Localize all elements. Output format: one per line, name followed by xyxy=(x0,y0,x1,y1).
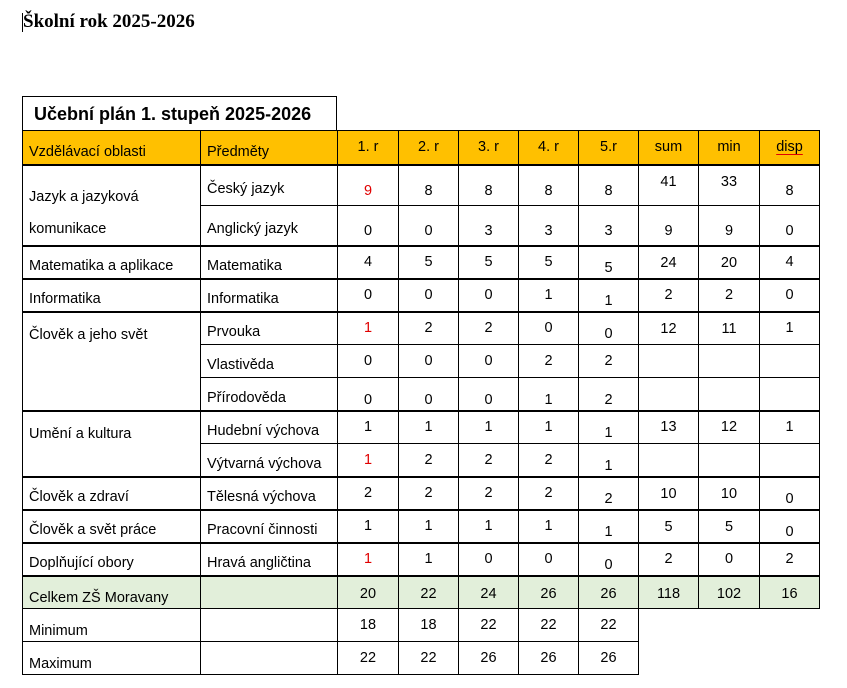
min-cell: 20 xyxy=(699,246,760,279)
value-cell: 4 xyxy=(338,246,399,279)
sum-cell: 5 xyxy=(639,510,699,543)
header-year-3: 3. r xyxy=(459,131,519,165)
min-cell: 10 xyxy=(699,477,760,510)
value-cell: 0 xyxy=(338,378,399,411)
disp-cell: 8 xyxy=(760,165,820,206)
value-cell: 0 xyxy=(459,279,519,312)
header-disp-label: disp xyxy=(776,139,803,156)
value-cell: 1 xyxy=(519,279,579,312)
value-cell: 5 xyxy=(399,246,459,279)
maximum-value-cell: 26 xyxy=(459,642,519,675)
blank-cell xyxy=(760,609,820,642)
disp-cell: 0 xyxy=(760,279,820,312)
subject-cell: Výtvarná výchova xyxy=(201,444,338,477)
value-cell: 1 xyxy=(399,510,459,543)
value-cell: 0 xyxy=(338,205,399,246)
value-cell: 2 xyxy=(519,477,579,510)
value-cell: 1 xyxy=(338,444,399,477)
table-row xyxy=(23,510,820,543)
value-cell: 0 xyxy=(519,312,579,345)
area-cell: Umění a kultura xyxy=(23,411,201,477)
sum-cell: 13 xyxy=(639,411,699,444)
area-cell: Člověk a jeho svět xyxy=(23,312,201,411)
min-cell xyxy=(699,345,760,378)
disp-cell: 0 xyxy=(760,510,820,543)
table-row xyxy=(23,279,820,312)
value-cell: 1 xyxy=(338,543,399,576)
table-row xyxy=(23,477,820,510)
total-label: Celkem ZŠ Moravany xyxy=(23,576,201,609)
disp-cell: 1 xyxy=(760,312,820,345)
value-cell: 1 xyxy=(519,411,579,444)
subject-cell: Český jazyk xyxy=(201,165,338,206)
subject-cell: Hravá angličtina xyxy=(201,543,338,576)
value-cell: 0 xyxy=(399,279,459,312)
min-cell: 5 xyxy=(699,510,760,543)
value-cell: 0 xyxy=(579,312,639,345)
disp-cell: 4 xyxy=(760,246,820,279)
area-cell: Doplňující obory xyxy=(23,543,201,576)
table-row xyxy=(23,543,820,576)
minimum-value-cell: 18 xyxy=(399,609,459,642)
value-cell: 1 xyxy=(399,543,459,576)
value-cell: 0 xyxy=(459,378,519,411)
header-year-4: 4. r xyxy=(519,131,579,165)
total-value-cell: 26 xyxy=(579,576,639,609)
value-cell: 2 xyxy=(579,378,639,411)
blank-cell xyxy=(699,609,760,642)
value-cell: 2 xyxy=(459,312,519,345)
value-cell: 2 xyxy=(338,477,399,510)
sum-cell xyxy=(639,378,699,411)
area-cell: Matematika a aplikace xyxy=(23,246,201,279)
table-row xyxy=(23,246,820,279)
value-cell: 1 xyxy=(459,411,519,444)
min-cell: 33 xyxy=(699,165,760,206)
total-value-cell: 20 xyxy=(338,576,399,609)
blank-cell xyxy=(639,642,699,675)
disp-cell xyxy=(760,345,820,378)
value-cell: 2 xyxy=(399,312,459,345)
total-row xyxy=(23,576,820,609)
sum-cell: 10 xyxy=(639,477,699,510)
area-cell: Člověk a zdraví xyxy=(23,477,201,510)
value-cell: 2 xyxy=(519,345,579,378)
total-disp-cell: 16 xyxy=(760,576,820,609)
area-cell: Informatika xyxy=(23,279,201,312)
value-cell: 5 xyxy=(519,246,579,279)
value-cell: 2 xyxy=(459,477,519,510)
value-cell: 8 xyxy=(579,165,639,206)
sum-cell: 24 xyxy=(639,246,699,279)
value-cell: 8 xyxy=(519,165,579,206)
subject-cell: Informatika xyxy=(201,279,338,312)
maximum-empty-cell xyxy=(201,642,338,675)
min-cell: 0 xyxy=(699,543,760,576)
value-cell: 0 xyxy=(399,378,459,411)
sum-cell: 41 xyxy=(639,165,699,206)
value-cell: 3 xyxy=(459,205,519,246)
value-cell: 1 xyxy=(579,510,639,543)
value-cell: 0 xyxy=(338,279,399,312)
value-cell: 5 xyxy=(459,246,519,279)
value-cell: 9 xyxy=(338,165,399,206)
value-cell: 2 xyxy=(459,444,519,477)
sum-cell: 9 xyxy=(639,205,699,246)
value-cell: 8 xyxy=(399,165,459,206)
value-cell: 3 xyxy=(579,205,639,246)
value-cell: 2 xyxy=(399,444,459,477)
subject-cell: Tělesná výchova xyxy=(201,477,338,510)
sum-cell xyxy=(639,444,699,477)
sum-cell xyxy=(639,345,699,378)
maximum-label: Maximum xyxy=(23,642,201,675)
value-cell: 1 xyxy=(519,510,579,543)
value-cell: 1 xyxy=(399,411,459,444)
minimum-value-cell: 22 xyxy=(579,609,639,642)
header-subject: Předměty xyxy=(201,131,338,165)
minimum-label: Minimum xyxy=(23,609,201,642)
minimum-value-cell: 22 xyxy=(519,609,579,642)
min-cell: 2 xyxy=(699,279,760,312)
maximum-value-cell: 22 xyxy=(399,642,459,675)
maximum-value-cell: 22 xyxy=(338,642,399,675)
value-cell: 5 xyxy=(579,246,639,279)
total-value-cell: 26 xyxy=(519,576,579,609)
min-cell: 12 xyxy=(699,411,760,444)
minimum-empty-cell xyxy=(201,609,338,642)
area-cell: Jazyk a jazyková komunikace xyxy=(23,165,201,246)
value-cell: 1 xyxy=(519,378,579,411)
minimum-row xyxy=(23,609,820,642)
table-row xyxy=(23,411,820,444)
min-cell: 9 xyxy=(699,205,760,246)
disp-cell xyxy=(760,378,820,411)
header-area: Vzdělávací oblasti xyxy=(23,131,201,165)
value-cell: 0 xyxy=(459,345,519,378)
value-cell: 2 xyxy=(399,477,459,510)
blank-cell xyxy=(760,642,820,675)
total-empty-cell xyxy=(201,576,338,609)
minimum-value-cell: 22 xyxy=(459,609,519,642)
total-sum-cell: 118 xyxy=(639,576,699,609)
disp-cell xyxy=(760,444,820,477)
disp-cell: 2 xyxy=(760,543,820,576)
table-row xyxy=(23,165,820,206)
value-cell: 0 xyxy=(399,345,459,378)
value-cell: 0 xyxy=(579,543,639,576)
disp-cell: 1 xyxy=(760,411,820,444)
header-row xyxy=(23,131,820,165)
value-cell: 1 xyxy=(338,411,399,444)
value-cell: 2 xyxy=(519,444,579,477)
value-cell: 2 xyxy=(579,477,639,510)
subject-cell: Prvouka xyxy=(201,312,338,345)
blank-cell xyxy=(639,609,699,642)
value-cell: 1 xyxy=(338,510,399,543)
subject-cell: Matematika xyxy=(201,246,338,279)
header-min: min xyxy=(699,131,760,165)
header-sum: sum xyxy=(639,131,699,165)
value-cell: 1 xyxy=(579,411,639,444)
subject-cell: Pracovní činnosti xyxy=(201,510,338,543)
value-cell: 0 xyxy=(519,543,579,576)
total-min-cell: 102 xyxy=(699,576,760,609)
area-cell: Člověk a svět práce xyxy=(23,510,201,543)
disp-cell: 0 xyxy=(760,477,820,510)
total-value-cell: 22 xyxy=(399,576,459,609)
sum-cell: 2 xyxy=(639,279,699,312)
subject-cell: Anglický jazyk xyxy=(201,205,338,246)
value-cell: 0 xyxy=(399,205,459,246)
maximum-value-cell: 26 xyxy=(519,642,579,675)
value-cell: 2 xyxy=(579,345,639,378)
min-cell xyxy=(699,378,760,411)
header-year-1: 1. r xyxy=(338,131,399,165)
value-cell: 0 xyxy=(459,543,519,576)
header-year-2: 2. r xyxy=(399,131,459,165)
total-value-cell: 24 xyxy=(459,576,519,609)
maximum-value-cell: 26 xyxy=(579,642,639,675)
min-cell: 11 xyxy=(699,312,760,345)
value-cell: 1 xyxy=(459,510,519,543)
value-cell: 8 xyxy=(459,165,519,206)
subject-cell: Hudební výchova xyxy=(201,411,338,444)
sum-cell: 2 xyxy=(639,543,699,576)
header-disp xyxy=(760,131,820,165)
subject-cell: Přírodověda xyxy=(201,378,338,411)
subject-cell: Vlastivěda xyxy=(201,345,338,378)
document-heading: Školní rok 2025-2026 xyxy=(23,11,195,32)
table-title: Učební plán 1. stupeň 2025-2026 xyxy=(22,96,337,130)
value-cell: 3 xyxy=(519,205,579,246)
value-cell: 0 xyxy=(338,345,399,378)
table-row xyxy=(23,312,820,345)
value-cell: 1 xyxy=(338,312,399,345)
maximum-row xyxy=(23,642,820,675)
curriculum-table xyxy=(22,130,820,675)
value-cell: 1 xyxy=(579,279,639,312)
sum-cell: 12 xyxy=(639,312,699,345)
value-cell: 1 xyxy=(579,444,639,477)
blank-cell xyxy=(699,642,760,675)
header-year-5: 5.r xyxy=(579,131,639,165)
disp-cell: 0 xyxy=(760,205,820,246)
min-cell xyxy=(699,444,760,477)
minimum-value-cell: 18 xyxy=(338,609,399,642)
